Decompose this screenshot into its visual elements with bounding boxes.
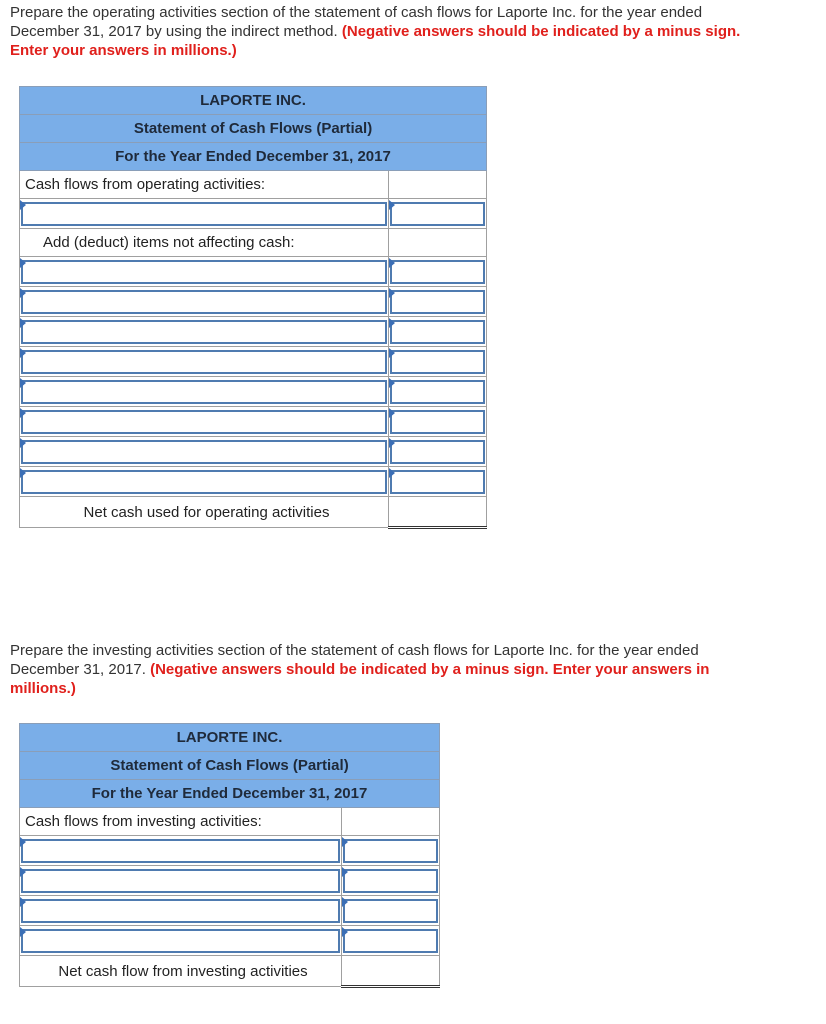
- dropdown-flag-icon: [20, 927, 26, 937]
- operating-adjustment-label-cell: [20, 347, 389, 377]
- operating-company-name: LAPORTE INC.: [20, 87, 487, 115]
- operating-adjustment-amount-input[interactable]: [390, 470, 485, 494]
- operating-adjustment-amount-input[interactable]: [390, 260, 485, 284]
- operating-adjustment-label-cell: [20, 317, 389, 347]
- operating-adjustment-label-input[interactable]: [21, 410, 387, 434]
- dropdown-flag-icon: [20, 378, 26, 388]
- investing-item-amount-cell: [342, 926, 440, 956]
- operating-adjustment-amount-input[interactable]: [390, 440, 485, 464]
- operating-adjustment-row: [20, 377, 487, 407]
- dropdown-flag-icon: [20, 837, 26, 847]
- operating-adjustment-amount-input[interactable]: [390, 290, 485, 314]
- operating-instruction-text: Prepare the operating activities section of the statement of cash flows for Laporte Inc. for the year ended December 31, 2017 by using the indirect method.: [10, 4, 703, 40]
- operating-net-income-amount-cell: [389, 199, 487, 229]
- investing-item-label-cell: [20, 926, 342, 956]
- operating-adjustment-label-input[interactable]: [21, 290, 387, 314]
- operating-adjustment-label-cell: [20, 377, 389, 407]
- investing-item-label-cell: [20, 866, 342, 896]
- operating-adjustment-label-cell: [20, 407, 389, 437]
- dropdown-flag-icon: [389, 200, 395, 210]
- investing-item-label-cell: [20, 836, 342, 866]
- operating-adjustment-label-input[interactable]: [21, 380, 387, 404]
- investing-item-amount-cell: [342, 866, 440, 896]
- operating-net-income-cell: [20, 199, 389, 229]
- investing-total-cell: [342, 956, 440, 987]
- operating-adjustment-row: [20, 257, 487, 287]
- operating-net-income-label-input[interactable]: [21, 202, 387, 226]
- investing-item-label-input[interactable]: [21, 899, 340, 923]
- operating-adjustment-row: [20, 467, 487, 497]
- dropdown-flag-icon: [20, 468, 26, 478]
- dropdown-flag-icon: [389, 378, 395, 388]
- investing-item-label-input[interactable]: [21, 929, 340, 953]
- investing-statement-table: [19, 723, 440, 988]
- operating-adjustment-label-cell: [20, 437, 389, 467]
- dropdown-flag-icon: [20, 288, 26, 298]
- dropdown-flag-icon: [20, 318, 26, 328]
- investing-instructions: [10, 641, 770, 698]
- operating-total-label: Net cash used for operating activities: [20, 497, 389, 528]
- operating-adjustment-amount-cell: [389, 407, 487, 437]
- operating-adjustment-amount-input[interactable]: [390, 350, 485, 374]
- investing-item-amount-cell: [342, 836, 440, 866]
- dropdown-flag-icon: [342, 897, 348, 907]
- dropdown-flag-icon: [342, 927, 348, 937]
- investing-section-amount-cell: [342, 808, 440, 836]
- dropdown-flag-icon: [389, 468, 395, 478]
- operating-adjustment-amount-cell: [389, 347, 487, 377]
- dropdown-flag-icon: [389, 408, 395, 418]
- investing-instruction-text: Prepare the investing activities section of the statement of cash flows for Laporte Inc. for the year ended December 31, 2017.: [10, 642, 699, 678]
- investing-total-row: [20, 956, 440, 987]
- operating-adjustment-label-input[interactable]: [21, 440, 387, 464]
- investing-company-name: LAPORTE INC.: [20, 724, 440, 752]
- operating-instruction-note: (Negative answers should be indicated by a minus sign. Enter your answers in millions.): [10, 23, 741, 59]
- operating-adjustment-label-cell: [20, 467, 389, 497]
- investing-item-row: [20, 836, 440, 866]
- operating-adjustment-label-input[interactable]: [21, 320, 387, 344]
- dropdown-flag-icon: [389, 438, 395, 448]
- investing-item-label-input[interactable]: [21, 869, 340, 893]
- operating-adjustment-amount-cell: [389, 257, 487, 287]
- operating-adjustment-row: [20, 407, 487, 437]
- dropdown-flag-icon: [20, 348, 26, 358]
- operating-adjustment-row: [20, 317, 487, 347]
- investing-item-amount-input[interactable]: [343, 899, 438, 923]
- operating-adjustment-amount-cell: [389, 377, 487, 407]
- dropdown-flag-icon: [20, 258, 26, 268]
- investing-instruction-note: (Negative answers should be indicated by a minus sign. Enter your answers in millions.): [10, 661, 710, 697]
- operating-adjustment-label-input[interactable]: [21, 470, 387, 494]
- operating-adjustment-amount-cell: [389, 317, 487, 347]
- investing-item-amount-input[interactable]: [343, 929, 438, 953]
- operating-net-income-row: [20, 199, 487, 229]
- investing-item-row: [20, 896, 440, 926]
- operating-adjustment-row: [20, 437, 487, 467]
- investing-item-label-input[interactable]: [21, 839, 340, 863]
- dropdown-flag-icon: [389, 318, 395, 328]
- operating-period: For the Year Ended December 31, 2017: [20, 143, 487, 171]
- operating-adjustment-row: [20, 287, 487, 317]
- operating-section-amount-cell: [389, 171, 487, 199]
- investing-item-amount-input[interactable]: [343, 869, 438, 893]
- operating-adjustment-amount-input[interactable]: [390, 410, 485, 434]
- operating-adjust-label: Add (deduct) items not affecting cash:: [20, 229, 389, 257]
- dropdown-flag-icon: [20, 438, 26, 448]
- operating-adjustment-amount-input[interactable]: [390, 320, 485, 344]
- investing-item-amount-input[interactable]: [343, 839, 438, 863]
- dropdown-flag-icon: [20, 897, 26, 907]
- operating-adjustment-label-input[interactable]: [21, 260, 387, 284]
- dropdown-flag-icon: [20, 408, 26, 418]
- operating-statement-title: Statement of Cash Flows (Partial): [20, 115, 487, 143]
- operating-total-row: [20, 497, 487, 528]
- operating-adjustment-amount-cell: [389, 287, 487, 317]
- investing-item-row: [20, 866, 440, 896]
- dropdown-flag-icon: [389, 258, 395, 268]
- dropdown-flag-icon: [20, 200, 26, 210]
- investing-total-label: Net cash flow from investing activities: [20, 956, 342, 987]
- operating-adjustment-label-cell: [20, 287, 389, 317]
- operating-adjustment-amount-cell: [389, 467, 487, 497]
- investing-item-row: [20, 926, 440, 956]
- investing-period: For the Year Ended December 31, 2017: [20, 780, 440, 808]
- investing-item-label-cell: [20, 896, 342, 926]
- operating-statement-table: [19, 86, 487, 529]
- investing-item-amount-cell: [342, 896, 440, 926]
- operating-section-label: Cash flows from operating activities:: [20, 171, 389, 199]
- investing-total-input[interactable]: [343, 959, 438, 983]
- operating-net-income-amount-input[interactable]: [390, 202, 485, 226]
- operating-total-cell: [389, 497, 487, 528]
- investing-statement-title: Statement of Cash Flows (Partial): [20, 752, 440, 780]
- dropdown-flag-icon: [342, 867, 348, 877]
- operating-adjust-amount-cell: [389, 229, 487, 257]
- operating-adjustment-amount-input[interactable]: [390, 380, 485, 404]
- dropdown-flag-icon: [389, 348, 395, 358]
- dropdown-flag-icon: [20, 867, 26, 877]
- operating-adjustment-amount-cell: [389, 437, 487, 467]
- dropdown-flag-icon: [389, 288, 395, 298]
- operating-adjustment-row: [20, 347, 487, 377]
- operating-instructions: [10, 3, 770, 60]
- dropdown-flag-icon: [342, 837, 348, 847]
- investing-section-label: Cash flows from investing activities:: [20, 808, 342, 836]
- operating-total-input[interactable]: [390, 500, 485, 524]
- operating-adjustment-label-input[interactable]: [21, 350, 387, 374]
- operating-adjustment-label-cell: [20, 257, 389, 287]
